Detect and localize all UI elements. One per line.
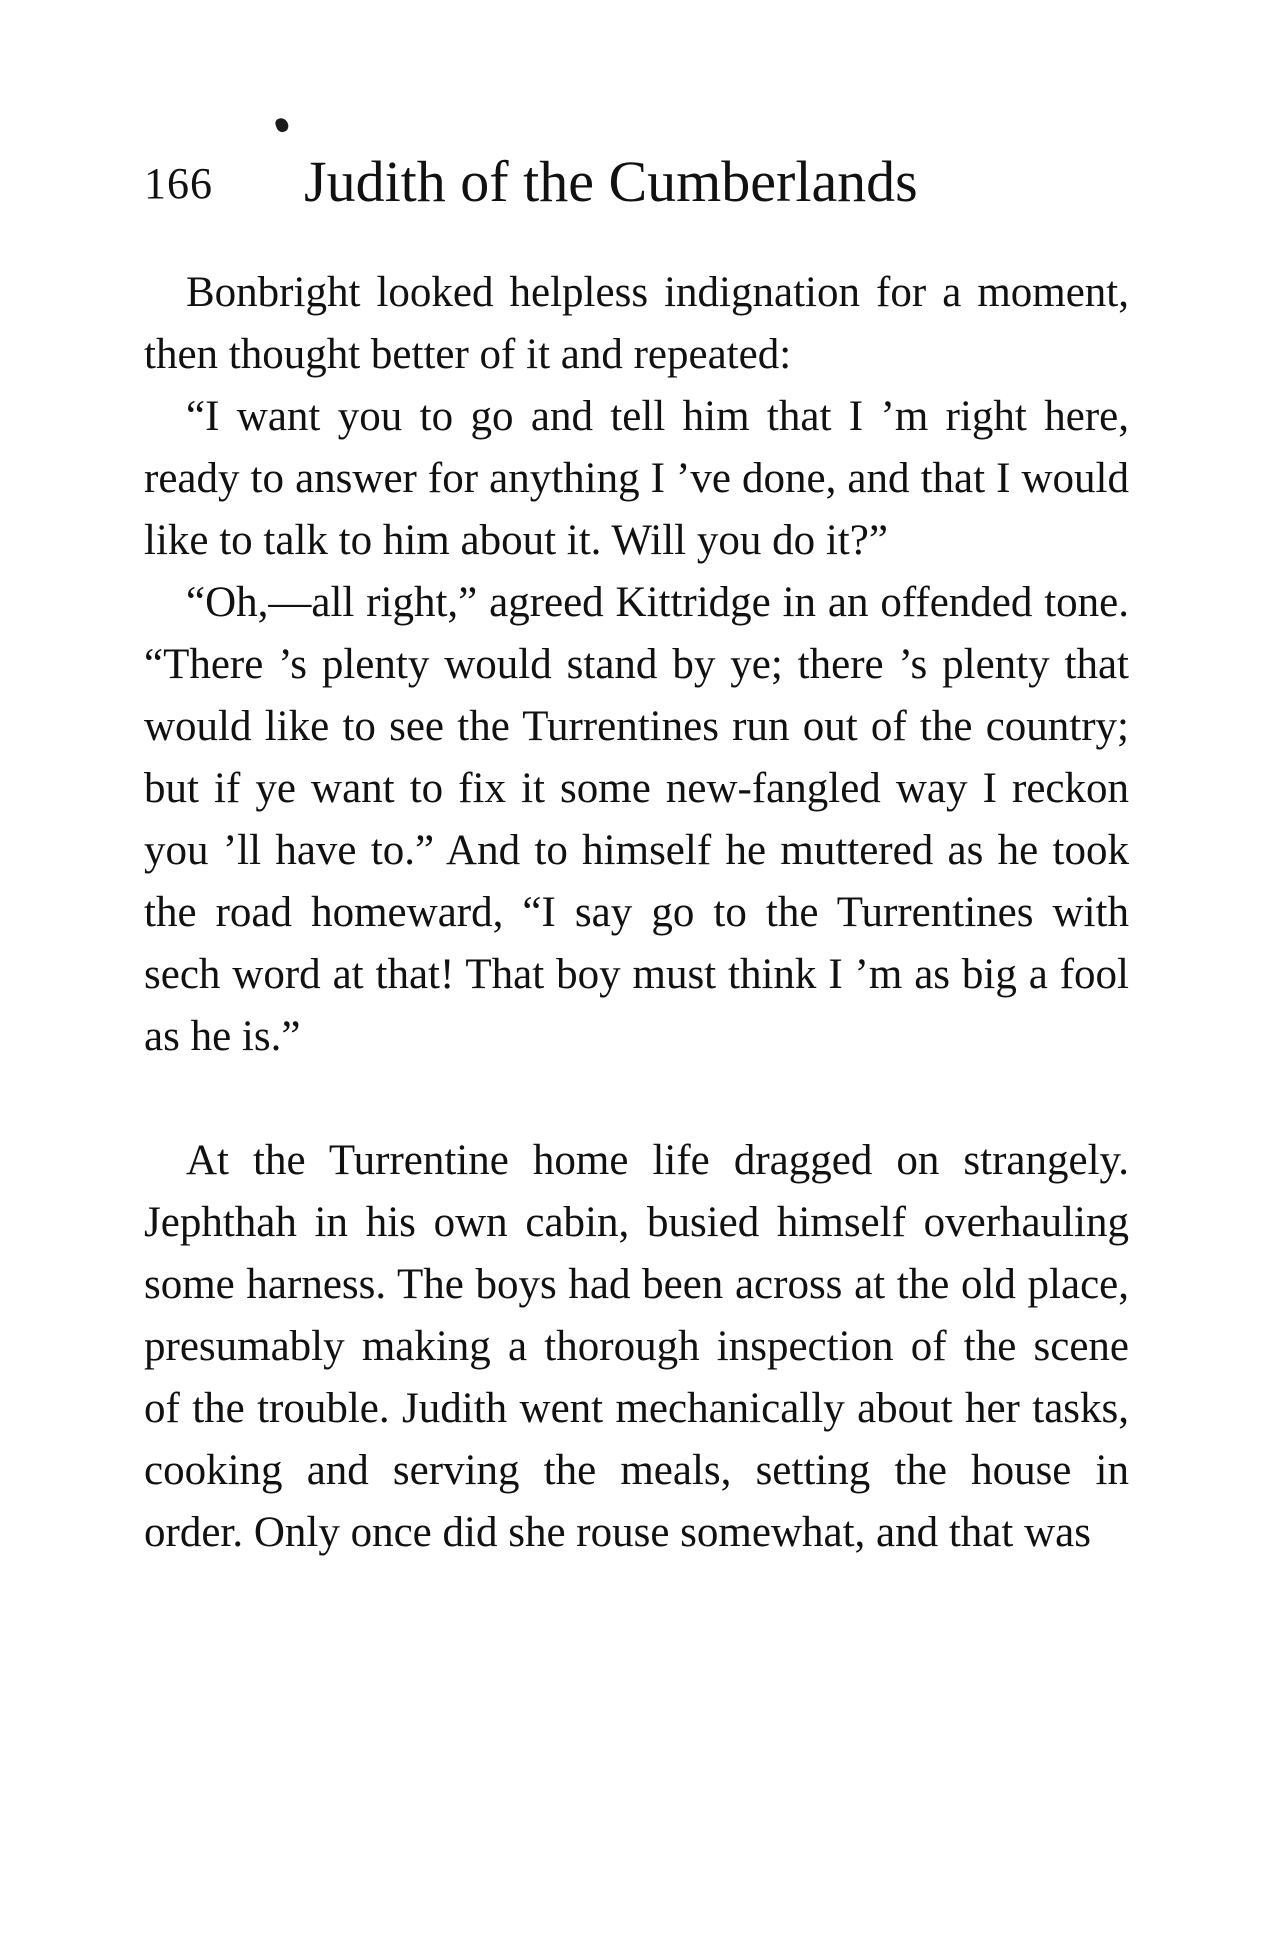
running-title: Judith of the Cumberlands: [304, 149, 918, 214]
page-header: [144, 148, 1124, 218]
page-number: 166: [144, 159, 213, 208]
paragraph-4: At the Turrentine home life dragged on strangely. Jephthah in his own cabin, busied himself overhauling some harness. The boys had been across at the old place, presumably making a thorough inspection of the scene of the trouble. Judith went mechanically about her tasks, cooking and serving the meals, setting the house in order. Only once did she rouse somewhat, and that was: [144, 1137, 1129, 1556]
paragraph-1: Bonbright looked helpless indignation for a moment, then thought better of it and repeated:: [144, 269, 1129, 378]
body-text: [144, 262, 1129, 1564]
paragraph-2: “I want you to go and tell him that I ’m right here, ready to answer for anything I ’ve done, and that I would like to talk to him about it. Will you do it?”: [144, 393, 1129, 564]
ink-mark: [274, 116, 290, 133]
paragraph-3: “Oh,—all right,” agreed Kittridge in an offended tone. “There ’s plenty would stand by ye; there ’s plenty that would like to see the Turrentines run out of the country; but if ye want to fix it some new-fangled way I reckon you ’ll have to.” And to himself he muttered as he took the road homeward, “I say go to the Turrentines with sech word at that! That boy must think I ’m as big a fool as he is.”: [144, 579, 1129, 1060]
section-break: [144, 1068, 1129, 1130]
